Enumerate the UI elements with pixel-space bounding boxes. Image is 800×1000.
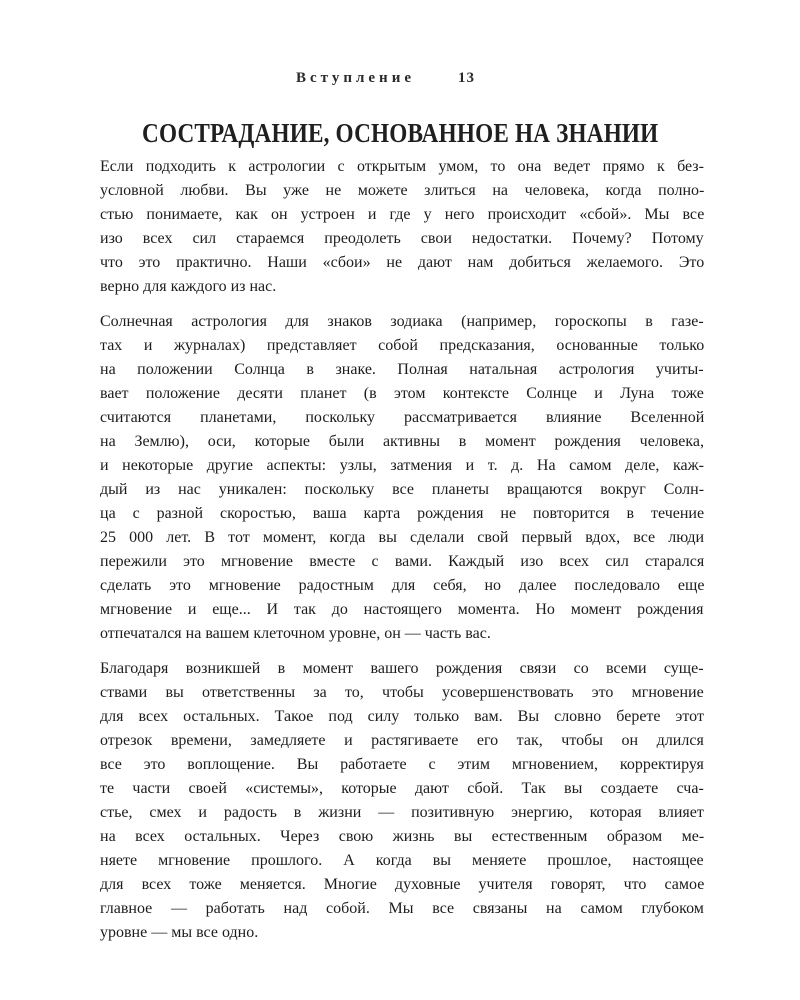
- text-line: сделать это мгновение радостным для себя, но далее последовало еще: [100, 577, 705, 594]
- text-line: что это практично. Наши «сбои» не дают нам добиться желаемого. Это: [100, 254, 705, 271]
- text-line: мгновение и еще... И так до настоящего момента. Но момент рождения: [100, 601, 704, 618]
- text-line: главное — работать над собой. Мы все связаны на самом глубоком: [100, 900, 704, 917]
- text-line: все это воплощение. Вы работаете с этим мгновением, корректируя: [100, 756, 704, 773]
- text-line: Если подходить к астрологии с открытым умом, то она ведет прямо к без-: [100, 158, 704, 175]
- text-line: на положении Солнца в знаке. Полная натальная астрология учиты-: [100, 361, 704, 378]
- text-line: отрезок времени, замедляете и растягиваете его так, чтобы он длился: [100, 732, 704, 749]
- text-line: и некоторые другие аспекты: узлы, затмения и т. д. На самом деле, каж-: [100, 457, 704, 474]
- text-line: стью понимаете, как он устроен и где у него происходит «сбой». Мы все: [100, 206, 705, 223]
- text-line: на всех остальных. Через свою жизнь вы естественным образом ме-: [100, 828, 705, 845]
- text-line: стье, смех и радость в жизни — позитивную энергию, которая влияет: [100, 804, 704, 821]
- text-line: Благодаря возникшей в момент вашего рождения связи со всеми суще-: [100, 660, 704, 677]
- text-line: 25 000 лет. В тот момент, когда вы сделали свой первый вдох, все люди: [100, 529, 705, 546]
- paragraph: [100, 657, 704, 945]
- text-line: ствами вы ответственны за то, чтобы усовершенствовать это мгновение: [100, 684, 704, 701]
- text-line: тах и журналах) представляет собой предсказания, основанные только: [100, 337, 705, 354]
- text-line: няете мгновение прошлого. А когда вы меняете прошлое, настоящее: [100, 852, 704, 869]
- text-line: считаются планетами, поскольку рассматривается влияние Вселенной: [100, 409, 705, 426]
- text-line: дый из нас уникален: поскольку все планеты вращаются вокруг Солн-: [100, 481, 705, 498]
- text-line: для всех тоже меняется. Многие духовные учителя говорят, что самое: [100, 876, 705, 893]
- text-line: отпечатался на вашем клеточном уровне, он — часть вас.: [100, 625, 491, 642]
- text-line: условной любви. Вы уже не можете злиться на человека, когда полно-: [100, 182, 705, 199]
- running-header: [296, 70, 596, 87]
- text-line: на Землю), оси, которые были активны в момент рождения человека,: [100, 433, 705, 450]
- running-header-section: Вступление: [296, 70, 415, 86]
- section-title: СОСТРАДАНИЕ, ОСНОВАННОЕ НА ЗНАНИИ: [142, 118, 659, 148]
- page-number: 13: [458, 70, 475, 86]
- text-line: для всех остальных. Такое под силу только вам. Вы словно берете этот: [100, 708, 704, 725]
- paragraph: [100, 155, 704, 299]
- text-line: те части своей «системы», которые дают сбой. Так вы создаете сча-: [100, 780, 704, 797]
- text-line: уровне — мы все одно.: [100, 924, 259, 941]
- text-line: ца с разной скоростью, ваша карта рождения не повторится в течение: [100, 505, 705, 522]
- text-line: верно для каждого из нас.: [100, 278, 277, 295]
- text-line: изо всех сил стараемся преодолеть свои недостатки. Почему? Потому: [100, 230, 704, 247]
- text-line: Солнечная астрология для знаков зодиака (например, гороскопы в газе-: [100, 313, 704, 330]
- text-line: пережили это мгновение вместе с вами. Каждый изо всех сил старался: [100, 553, 705, 570]
- text-line: вает положение десяти планет (в этом контексте Солнце и Луна тоже: [100, 385, 704, 402]
- paragraph: [100, 310, 704, 646]
- body-text: [100, 155, 704, 956]
